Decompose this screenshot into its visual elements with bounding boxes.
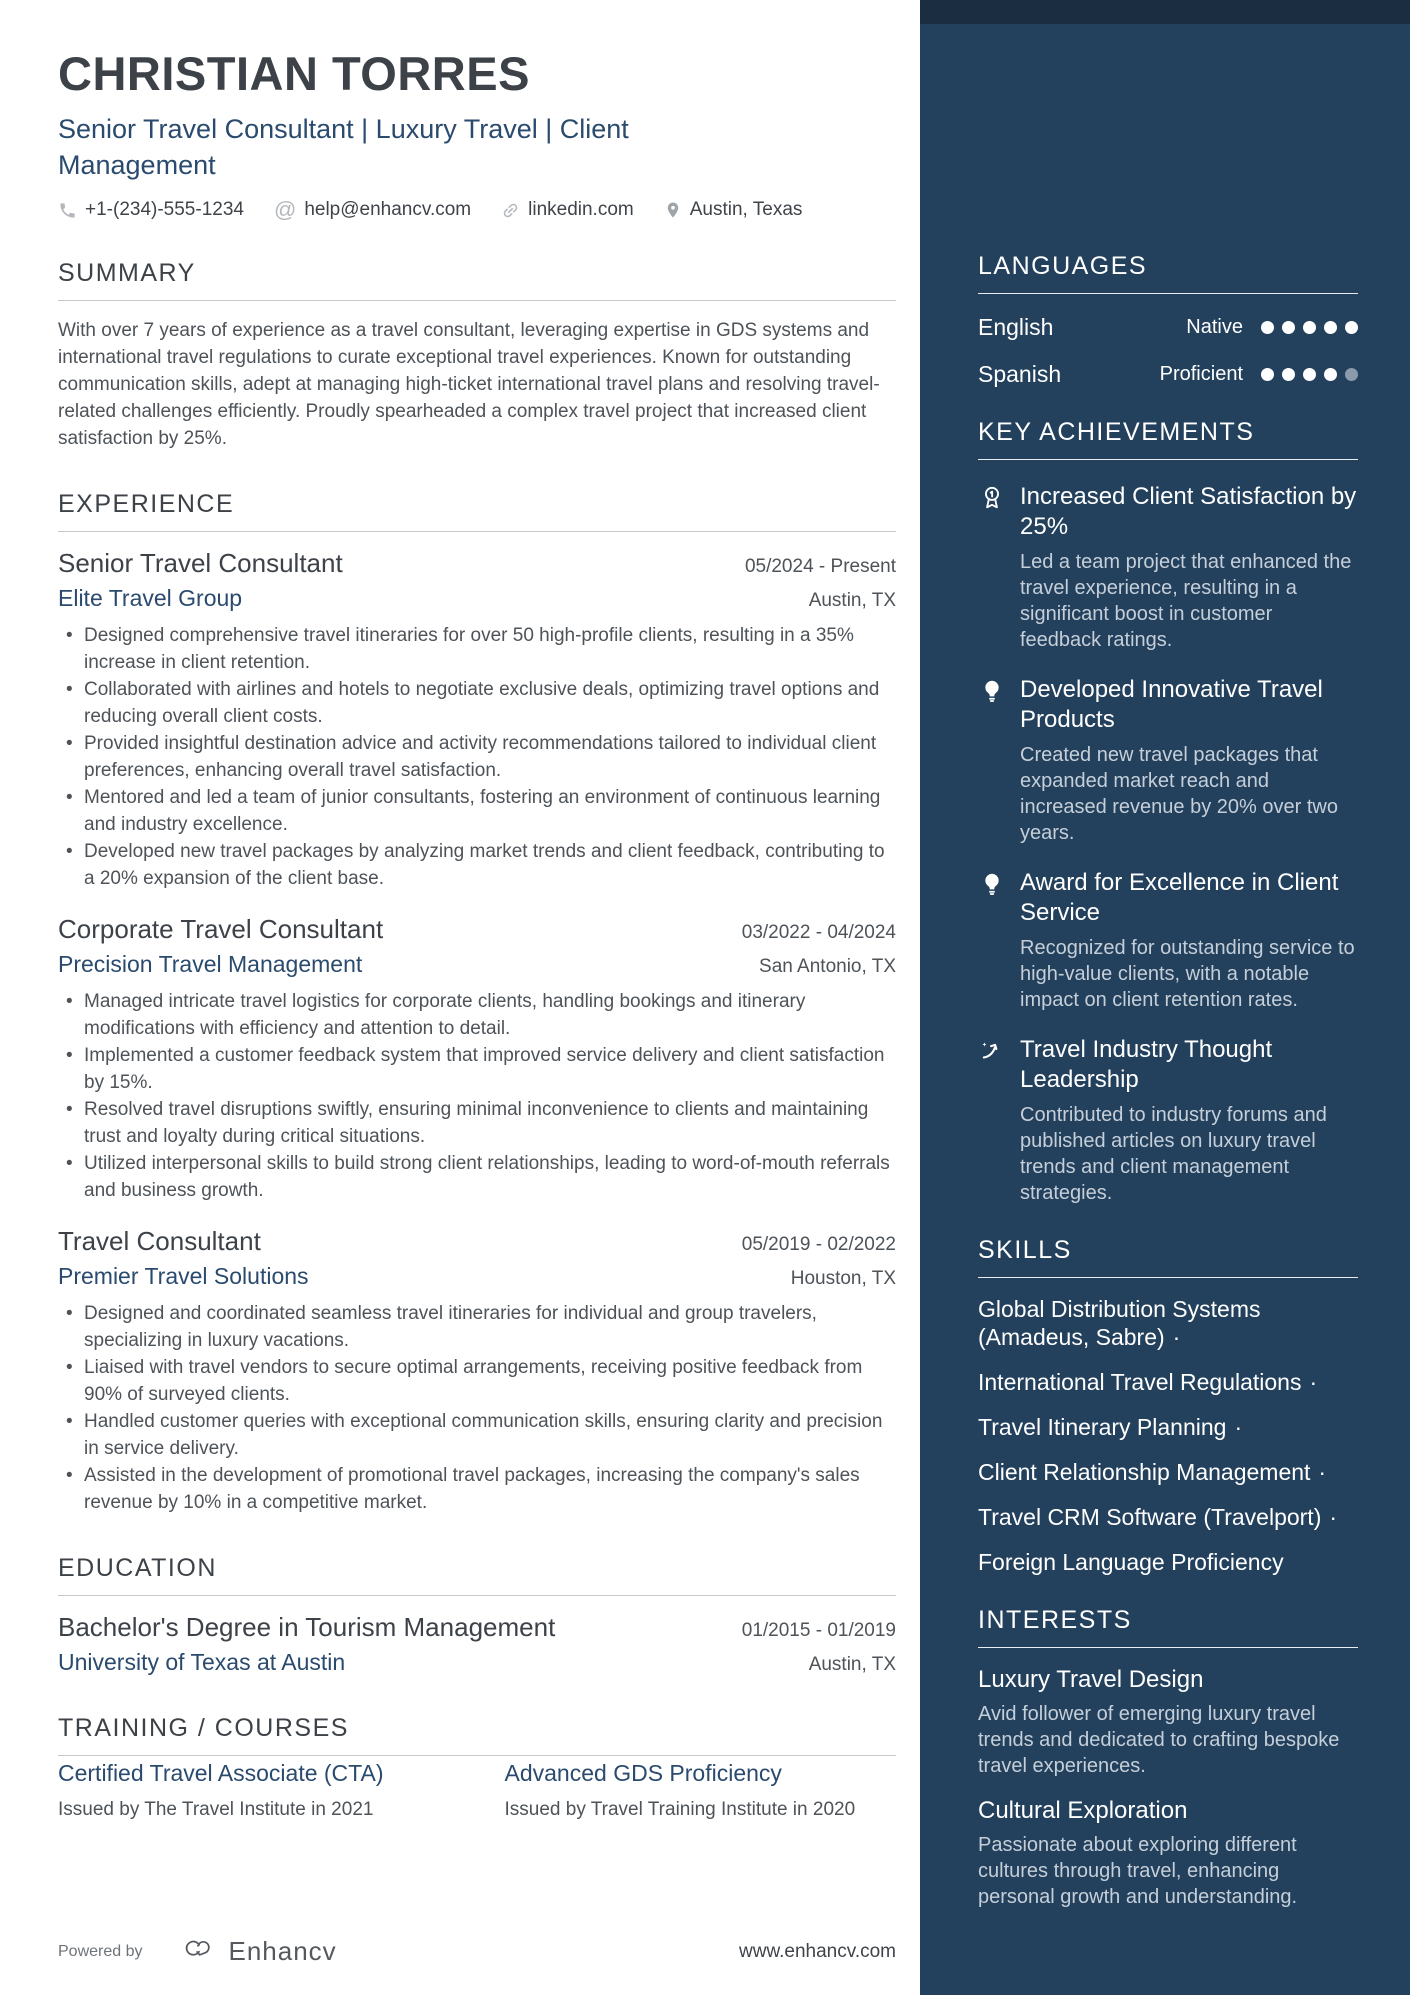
skill-item: Global Distribution Systems (Amadeus, Sabre) ·	[978, 1296, 1261, 1350]
education-location: Austin, TX	[808, 1654, 896, 1675]
at-icon: @	[273, 197, 297, 222]
job-company: Elite Travel Group	[58, 585, 243, 611]
job-dates: 05/2019 - 02/2022	[741, 1234, 896, 1255]
skill-item: International Travel Regulations ·	[978, 1369, 1318, 1395]
education-dates: 01/2015 - 01/2019	[741, 1620, 896, 1641]
candidate-name: CHRISTIAN TORRES	[58, 47, 530, 100]
location-pin-icon	[664, 201, 682, 219]
bullet-item: • Assisted in the development of promotional travel packages, increasing the company's sales revenue by 10% in a competitive market.	[58, 1462, 896, 1516]
skill-item: Travel CRM Software (Travelport) ·	[978, 1504, 1338, 1530]
proficiency-dot-filled	[1282, 368, 1295, 381]
phone-icon	[58, 201, 77, 220]
skill-item: Client Relationship Management ·	[978, 1459, 1327, 1485]
enhancv-logo-icon	[181, 1937, 219, 1966]
training-section	[58, 1714, 896, 1823]
interest-description: Passionate about exploring different cultures through travel, enhancing personal growth and understanding.	[978, 1834, 1298, 1908]
skill-separator-dot: ·	[1318, 1459, 1327, 1485]
interests-heading: INTERESTS	[978, 1606, 1358, 1648]
bullet-item: • Designed and coordinated seamless travel itineraries for individual and group travelers, specializing in luxury vacations.	[58, 1300, 896, 1354]
job-location: Houston, TX	[790, 1268, 896, 1289]
job-location: San Antonio, TX	[759, 956, 896, 977]
page-footer	[58, 1936, 896, 1967]
interest-title: Cultural Exploration	[978, 1797, 1188, 1824]
bullet-item: • Designed comprehensive travel itineraries for over 50 high-profile clients, resulting in a 35% increase in client retention.	[58, 622, 896, 676]
job-title: Senior Travel Consultant	[58, 548, 343, 578]
language-row	[978, 314, 1358, 341]
achievement-title: Increased Client Satisfaction by 25%	[1020, 483, 1357, 540]
proficiency-dot-filled	[1282, 321, 1295, 334]
sidebar-top-strip	[920, 0, 1410, 24]
lightbulb-icon	[978, 868, 1006, 1013]
proficiency-dot-filled	[1303, 321, 1316, 334]
interest-title: Luxury Travel Design	[978, 1666, 1204, 1693]
language-level: Proficient	[1159, 363, 1243, 385]
sidebar	[920, 0, 1410, 1995]
achievement-description: Led a team project that enhanced the travel experience, resulting in a significant boost in customer feedback ratings.	[1020, 551, 1352, 651]
language-level: Native	[1186, 316, 1243, 338]
skills-section	[978, 1236, 1358, 1576]
achievement-title: Travel Industry Thought Leadership	[1020, 1036, 1273, 1093]
bullet-item: • Resolved travel disruptions swiftly, ensuring minimal inconvenience to clients and maintaining trust and loyalty during critical situations.	[58, 1096, 896, 1150]
experience-section	[58, 490, 896, 1516]
bullet-item: • Mentored and led a team of junior consultants, fostering an environment of continuous learning and industry excellence.	[58, 784, 896, 838]
medal-icon	[978, 482, 1006, 653]
language-proficiency-dots	[1261, 321, 1358, 334]
location-contact	[664, 199, 803, 221]
proficiency-dot-filled	[1303, 368, 1316, 381]
enhancv-url[interactable]: www.enhancv.com	[739, 1940, 896, 1962]
interests-section	[978, 1606, 1358, 1910]
proficiency-dot-filled	[1324, 368, 1337, 381]
bullet-item: • Handled customer queries with exceptional communication skills, ensuring clarity and precision in service delivery.	[58, 1408, 896, 1462]
achievements-list	[978, 482, 1358, 1206]
skill-separator-dot: ·	[1172, 1324, 1181, 1350]
email-address[interactable]: help@enhancv.com	[304, 199, 472, 220]
course-title: Certified Travel Associate (CTA)	[58, 1760, 384, 1786]
education-heading: EDUCATION	[58, 1554, 896, 1596]
phone-contact	[58, 199, 244, 221]
achievement-item	[978, 675, 1358, 846]
languages-section	[978, 252, 1358, 388]
bullet-item: • Managed intricate travel logistics for corporate clients, handling bookings and itinerary modifications with efficiency and attention to detail.	[58, 988, 896, 1042]
interest-item	[978, 1666, 1358, 1779]
language-name: English	[978, 314, 1054, 340]
job-title: Corporate Travel Consultant	[58, 914, 384, 944]
proficiency-dot-empty	[1345, 368, 1358, 381]
training-heading: TRAINING / COURSES	[58, 1714, 896, 1756]
bullet-item: • Collaborated with airlines and hotels to negotiate exclusive deals, optimizing travel options and reducing overall client costs.	[58, 676, 896, 730]
languages-heading: LANGUAGES	[978, 252, 1358, 294]
key-achievements-section	[978, 418, 1358, 1206]
link-icon	[497, 197, 524, 224]
course-description: Issued by The Travel Institute in 2021	[58, 1799, 374, 1820]
main-column	[58, 0, 896, 1823]
course-description: Issued by Travel Training Institute in 2020	[504, 1799, 856, 1820]
candidate-headline: Senior Travel Consultant | Luxury Travel | Client Management	[58, 114, 629, 180]
experience-job	[58, 914, 896, 1204]
school-name: University of Texas at Austin	[58, 1649, 346, 1675]
courses-list	[58, 1760, 896, 1823]
achievement-title: Award for Excellence in Client Service	[1020, 869, 1339, 926]
experience-heading: EXPERIENCE	[58, 490, 896, 532]
bullet-item: • Liaised with travel vendors to secure optimal arrangements, receiving positive feedback from 90% of surveyed clients.	[58, 1354, 896, 1408]
interests-list	[978, 1666, 1358, 1910]
skill-item: Travel Itinerary Planning ·	[978, 1414, 1243, 1440]
bullet-item: • Provided insightful destination advice and activity recommendations tailored to individual client preferences, enhancing overall travel satisfaction.	[58, 730, 896, 784]
bullet-item: • Developed new travel packages by analyzing market trends and client feedback, contributing to a 20% expansion of the client base.	[58, 838, 896, 892]
summary-heading: SUMMARY	[58, 259, 896, 301]
phone-number: +1-(234)-555-1234	[85, 199, 244, 220]
achievement-description: Created new travel packages that expanded market reach and increased revenue by 20% over two years.	[1020, 744, 1338, 844]
bullet-item: • Implemented a customer feedback system that improved service delivery and client satisfaction by 15%.	[58, 1042, 896, 1096]
skill-item: Foreign Language Proficiency	[978, 1549, 1284, 1575]
skills-heading: SKILLS	[978, 1236, 1358, 1278]
job-company: Precision Travel Management	[58, 951, 363, 977]
lightbulb-icon	[978, 675, 1006, 846]
job-company: Premier Travel Solutions	[58, 1263, 309, 1289]
language-name: Spanish	[978, 361, 1062, 387]
link-contact[interactable]	[501, 199, 634, 221]
proficiency-dot-filled	[1345, 321, 1358, 334]
interest-description: Avid follower of emerging luxury travel trends and dedicated to crafting bespoke travel experiences.	[978, 1703, 1340, 1777]
experience-job	[58, 548, 896, 892]
achievement-title: Developed Innovative Travel Products	[1020, 676, 1323, 733]
link-url[interactable]: linkedin.com	[528, 199, 634, 220]
achievement-item	[978, 868, 1358, 1013]
trending-arrow-icon	[978, 1035, 1006, 1206]
bullet-item: • Utilized interpersonal skills to build strong client relationships, leading to word-of-mouth referrals and business growth.	[58, 1150, 896, 1204]
job-title: Travel Consultant	[58, 1226, 261, 1256]
job-location: Austin, TX	[808, 590, 896, 611]
job-bullets	[58, 988, 896, 1204]
job-dates: 03/2022 - 04/2024	[741, 922, 896, 943]
experience-jobs	[58, 548, 896, 1516]
achievement-item	[978, 482, 1358, 653]
achievement-item	[978, 1035, 1358, 1206]
job-dates: 05/2024 - Present	[744, 556, 896, 577]
skill-separator-dot: ·	[1309, 1369, 1318, 1395]
proficiency-dot-filled	[1324, 321, 1337, 334]
skill-separator-dot: ·	[1329, 1504, 1338, 1530]
achievement-description: Recognized for outstanding service to high-value clients, with a notable impact on client retention rates.	[1020, 937, 1355, 1011]
enhancv-wordmark: Enhancv	[228, 1936, 337, 1966]
summary-section	[58, 259, 896, 452]
course-item	[505, 1760, 897, 1823]
skills-list	[978, 1295, 1358, 1576]
course-title: Advanced GDS Proficiency	[504, 1760, 782, 1786]
key-achievements-heading: KEY ACHIEVEMENTS	[978, 418, 1358, 460]
experience-job	[58, 1226, 896, 1516]
education-section	[58, 1554, 896, 1676]
proficiency-dot-filled	[1261, 321, 1274, 334]
achievement-description: Contributed to industry forums and published articles on luxury travel trends and client management strategies.	[1020, 1104, 1327, 1204]
language-row	[978, 361, 1358, 388]
powered-by-label: Powered by	[58, 1942, 143, 1960]
skill-separator-dot: ·	[1234, 1414, 1243, 1440]
summary-text: With over 7 years of experience as a travel consultant, leveraging expertise in GDS systems and international travel regulations to curate exceptional travel experiences. Known for outstanding communication skills, adept at managing high-ticket international travel plans and resolving travel-related challenges efficiently. Proudly spearheaded a complex travel project that increased client satisfaction by 25%.	[58, 320, 880, 449]
interest-item	[978, 1797, 1358, 1910]
job-bullets	[58, 1300, 896, 1516]
degree-title: Bachelor's Degree in Tourism Management	[58, 1612, 556, 1642]
job-bullets	[58, 622, 896, 892]
email-contact[interactable]	[274, 199, 471, 221]
location-text: Austin, Texas	[689, 199, 803, 220]
contact-row	[58, 199, 896, 221]
proficiency-dot-filled	[1261, 368, 1274, 381]
course-item	[58, 1760, 450, 1823]
languages-list	[978, 314, 1358, 388]
language-proficiency-dots	[1261, 368, 1358, 381]
